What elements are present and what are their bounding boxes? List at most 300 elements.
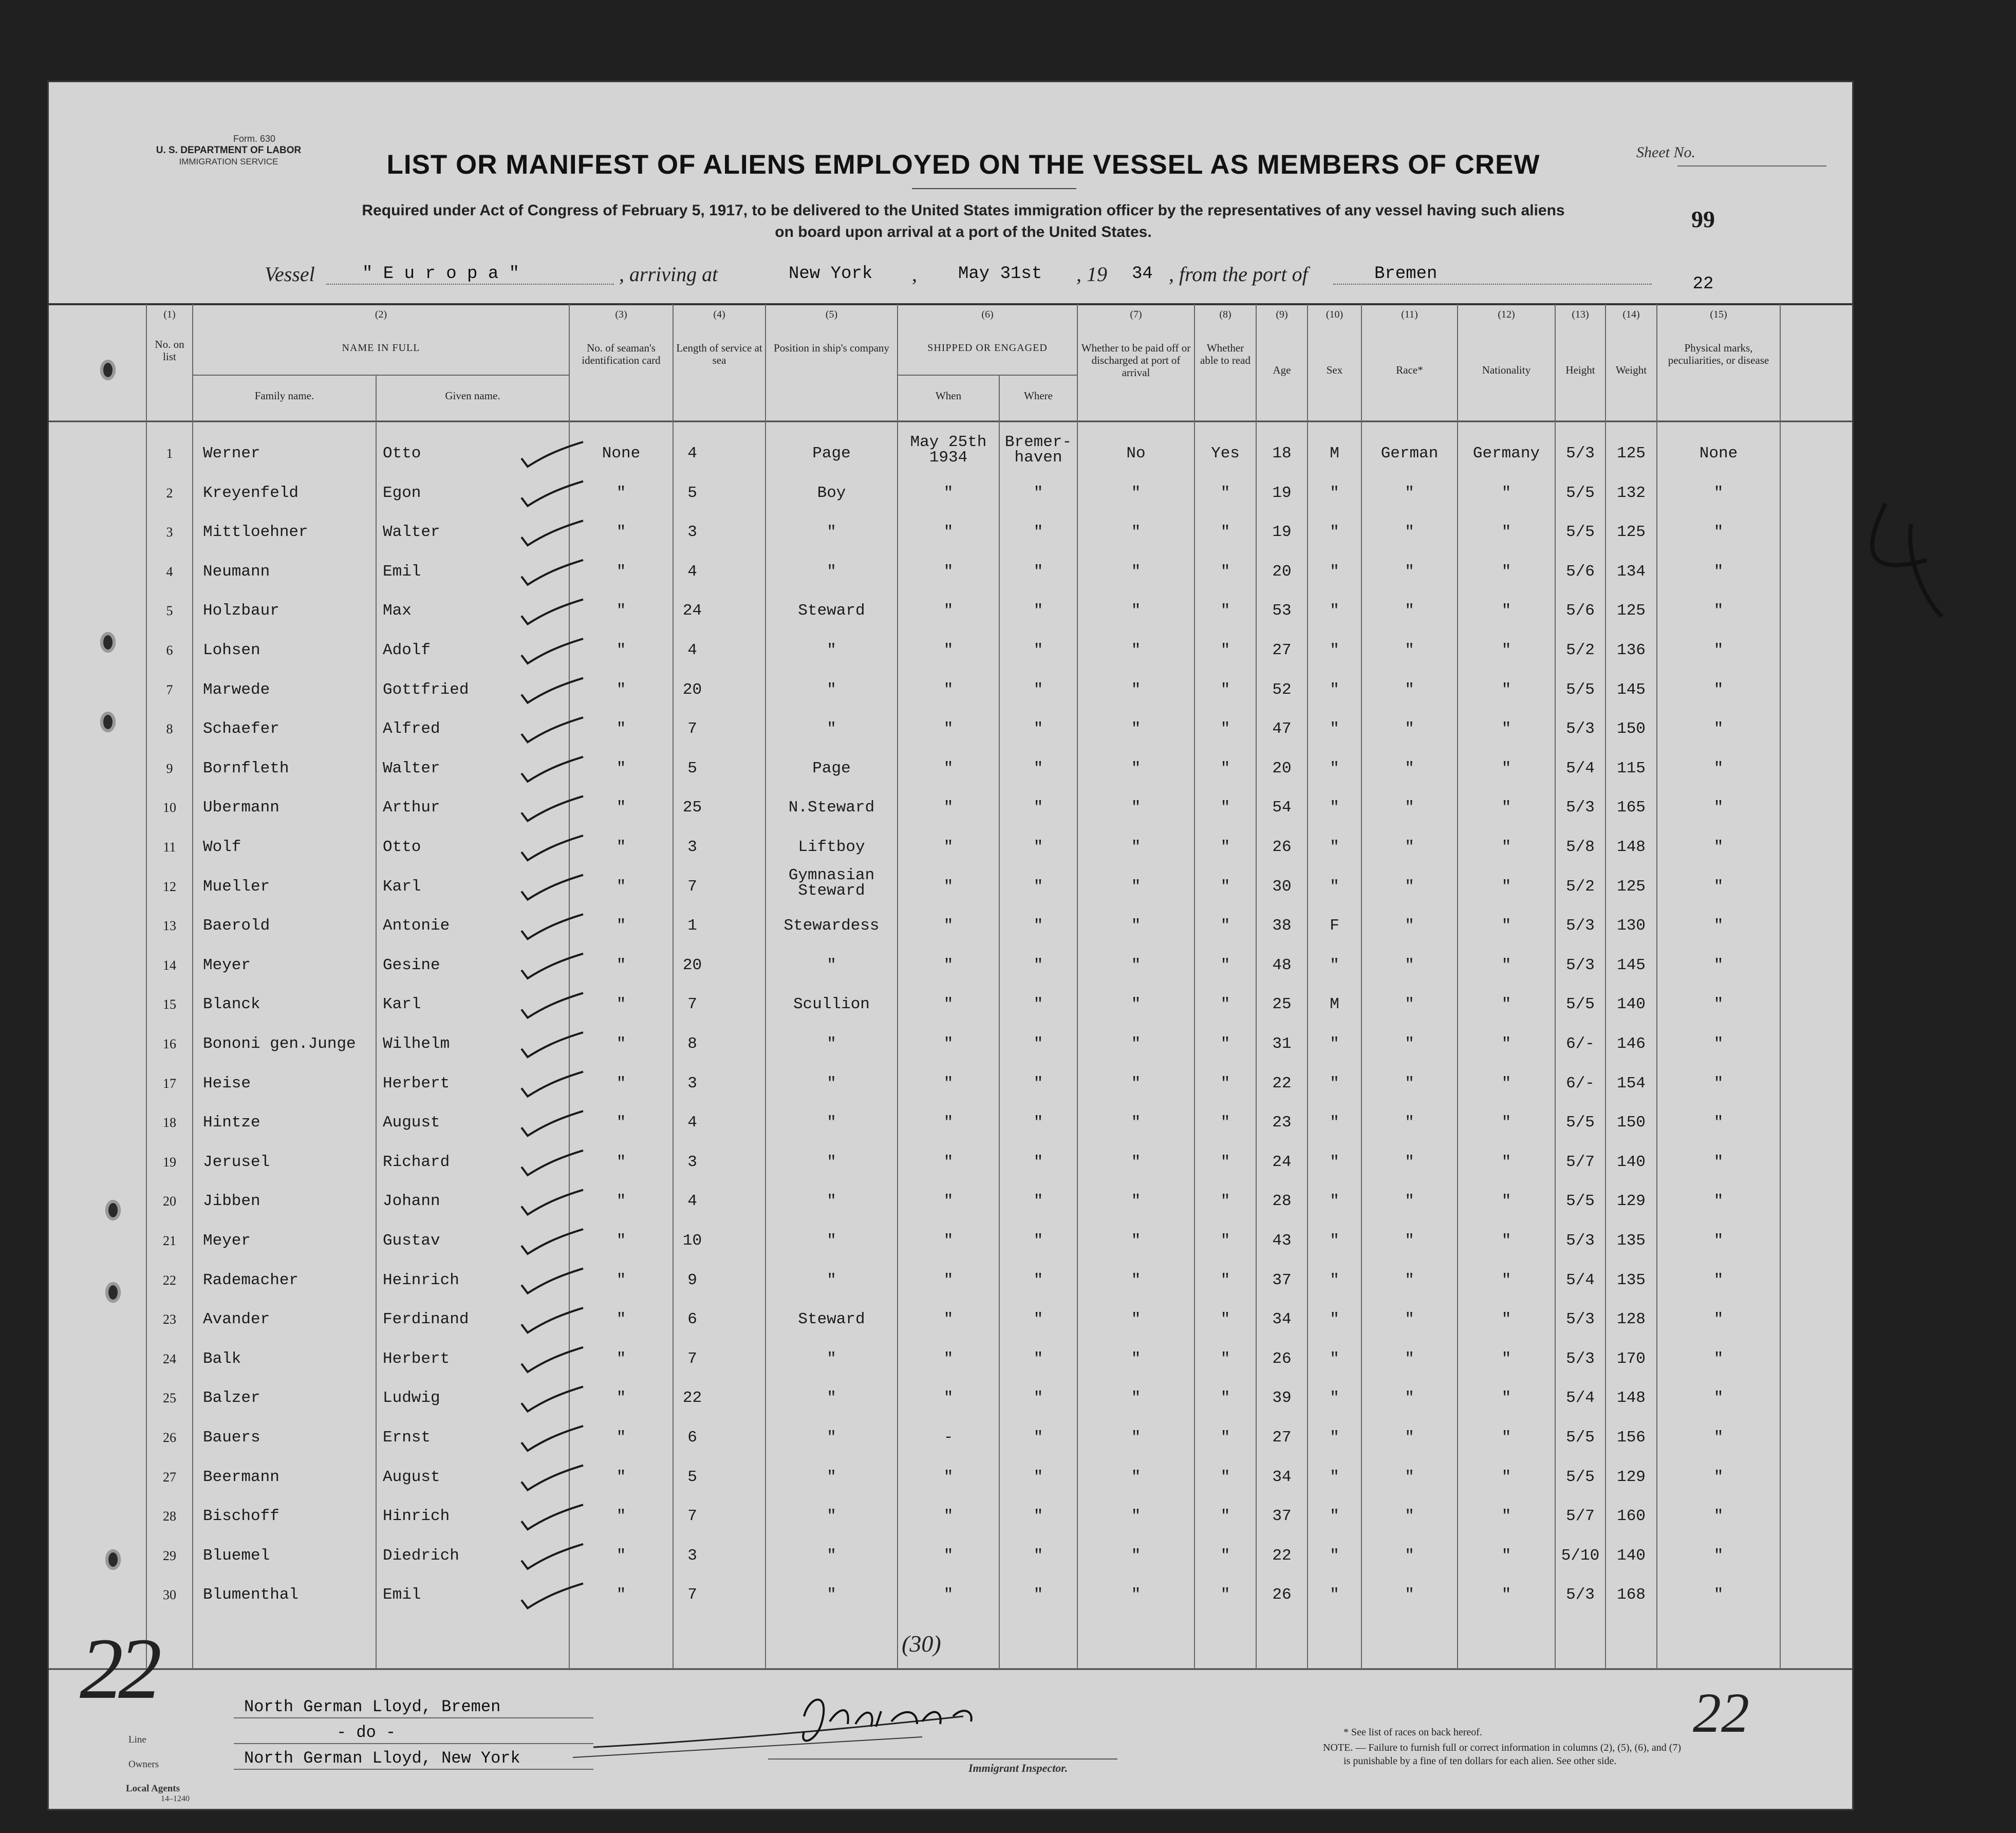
page-number: 22 (1692, 274, 1714, 294)
cell-card: " (616, 1153, 626, 1171)
cell-read: " (1220, 602, 1230, 620)
cell-position: " (827, 1429, 836, 1447)
cell-height: 5/5 (1566, 1114, 1595, 1132)
cell-when: " (943, 1192, 954, 1211)
cell-given: Ernst (383, 1429, 431, 1447)
cell-age: 28 (1272, 1192, 1292, 1211)
cell-family: Ubermann (203, 799, 279, 817)
cell-race: " (1405, 799, 1414, 817)
cell-race: " (1405, 602, 1414, 620)
cell-service: 4 (687, 445, 697, 462)
cell-paid: " (1131, 995, 1141, 1014)
cell-marks: " (1713, 956, 1724, 974)
cell-nationality: " (1501, 956, 1511, 974)
cell-age: 34 (1272, 1468, 1292, 1486)
cell-age: 20 (1272, 562, 1292, 581)
cell-sex: " (1330, 1429, 1339, 1447)
cell-service: 8 (687, 1035, 697, 1053)
cell-card: " (616, 1586, 626, 1604)
cell-weight: 129 (1617, 1192, 1646, 1211)
cell-sex: " (1330, 1153, 1339, 1171)
cell-where: " (1033, 877, 1043, 896)
cell-sex: " (1330, 1074, 1339, 1093)
cell-position: " (827, 720, 836, 738)
cell-paid: No (1126, 445, 1146, 462)
cell-position: N.Steward (788, 799, 875, 817)
column-number: (15) (1710, 309, 1727, 320)
cell-when: " (943, 1389, 954, 1408)
cell-read: " (1220, 562, 1230, 581)
cell-given: Johann (383, 1192, 440, 1211)
cell-height: 6/- (1566, 1035, 1595, 1053)
checkmark-icon (521, 482, 583, 506)
cell-given: Max (383, 602, 412, 620)
cell-card: " (616, 1232, 626, 1250)
cell-where: " (1033, 1271, 1043, 1289)
cell-where: " (1033, 799, 1043, 817)
cell-marks: " (1713, 1192, 1724, 1211)
cell-read: " (1220, 995, 1230, 1014)
column-header-label: Race* (1396, 364, 1423, 376)
cell-height: 5/5 (1566, 523, 1595, 542)
cell-service: 24 (682, 602, 702, 620)
cell-card: " (616, 602, 626, 620)
cell-age: 27 (1272, 1429, 1292, 1447)
cell-weight: 160 (1617, 1507, 1646, 1526)
cell-marks: " (1713, 720, 1724, 738)
cell-sex: " (1330, 1310, 1339, 1329)
column-header-label: Age (1273, 364, 1291, 376)
cell-when: " (943, 1035, 954, 1053)
cell-family: Marwede (203, 680, 270, 699)
cell-marks: " (1713, 995, 1724, 1014)
cell-when: " (943, 720, 954, 738)
cell-position: " (827, 1349, 836, 1368)
cell-race: " (1405, 1468, 1414, 1486)
cell-family: Jibben (203, 1192, 260, 1211)
cell-height: 5/10 (1561, 1546, 1600, 1565)
column-number: (4) (713, 309, 725, 320)
owners-underline (234, 1743, 593, 1744)
cell-where: " (1033, 1546, 1043, 1565)
column-header-label: Physical marks, peculiarities, or disease (1668, 342, 1769, 366)
cell-weight: 148 (1617, 838, 1646, 856)
cell-service: 3 (687, 1153, 697, 1171)
column-number: (8) (1219, 309, 1231, 320)
cell-paid: " (1131, 1349, 1141, 1368)
agents-underline (234, 1769, 593, 1770)
form-number: Form. 630 (233, 134, 276, 144)
cell-no: 24 (163, 1351, 176, 1366)
cell-nationality: " (1501, 602, 1511, 620)
cell-read: Yes (1211, 445, 1240, 462)
cell-height: 5/3 (1566, 445, 1595, 462)
cell-card: " (616, 1074, 626, 1093)
cell-marks: " (1713, 1153, 1724, 1171)
column-header-label: No. of seaman's identification card (582, 342, 661, 366)
column-header-label: No. on list (155, 338, 184, 363)
cell-nationality: " (1501, 1310, 1511, 1329)
cell-weight: 140 (1617, 995, 1646, 1014)
cell-age: 22 (1272, 1546, 1292, 1565)
cell-given: Otto (383, 838, 421, 856)
cell-where: " (1033, 602, 1043, 620)
cell-card: " (616, 1192, 626, 1211)
cell-race: " (1405, 1546, 1414, 1565)
cell-when: " (943, 641, 954, 659)
cell-paid: " (1131, 1271, 1141, 1289)
checkmark-icon (521, 954, 583, 978)
cell-marks: " (1713, 1271, 1724, 1289)
checkmark-icon (521, 1426, 583, 1451)
cell-paid: " (1131, 1546, 1141, 1565)
cell-weight: 130 (1617, 917, 1646, 935)
cell-card: " (616, 759, 626, 777)
cell-height: 5/5 (1566, 1192, 1595, 1211)
cell-weight: 125 (1617, 445, 1646, 462)
cell-where: " (1033, 838, 1043, 856)
cell-when: " (943, 1232, 954, 1250)
checkmark-icon (521, 836, 583, 860)
handwritten-page-left: 22 (80, 1620, 157, 1717)
cell-nationality: " (1501, 1114, 1511, 1132)
cell-race: " (1405, 1389, 1414, 1408)
cell-when: " (943, 602, 954, 620)
vessel-name: " E u r o p a " (362, 264, 520, 284)
cell-nationality: " (1501, 641, 1511, 659)
cell-where: " (1033, 1468, 1043, 1486)
cell-weight: 145 (1617, 680, 1646, 699)
cell-family: Rademacher (203, 1271, 299, 1289)
arriving-label: , arriving at (619, 263, 718, 286)
cell-where: " (1033, 1232, 1043, 1250)
column-header-label: Length of service at sea (676, 342, 762, 366)
cell-card: " (616, 1349, 626, 1368)
cell-paid: " (1131, 1507, 1141, 1526)
cell-height: 5/6 (1566, 562, 1595, 581)
cell-family: Mittloehner (203, 523, 308, 542)
cell-sex: " (1330, 956, 1339, 974)
cell-sex: " (1330, 838, 1339, 856)
cell-where: " (1033, 1074, 1043, 1093)
cell-paid: " (1131, 838, 1141, 856)
cell-service: 3 (687, 838, 697, 856)
cell-marks: " (1713, 1349, 1724, 1368)
cell-paid: " (1131, 799, 1141, 817)
line-label: Line (128, 1734, 146, 1745)
cell-weight: 115 (1617, 759, 1646, 777)
cell-nationality: " (1501, 877, 1511, 896)
cell-sex: F (1330, 917, 1339, 935)
service-label: IMMIGRATION SERVICE (179, 157, 278, 166)
cell-sex: " (1330, 1192, 1339, 1211)
cell-nationality: Germany (1472, 445, 1540, 462)
cell-race: " (1405, 1114, 1414, 1132)
cell-sex: " (1330, 523, 1339, 542)
cell-where: " (1033, 562, 1043, 581)
cell-age: 37 (1272, 1271, 1292, 1289)
cell-service: 9 (687, 1271, 697, 1289)
cell-paid: " (1131, 1192, 1141, 1211)
cell-given: Herbert (383, 1074, 450, 1093)
cell-no: 6 (166, 643, 173, 658)
cell-given: August (383, 1114, 440, 1132)
cell-where: " (1033, 523, 1043, 542)
cell-where: " (1033, 1389, 1043, 1408)
cell-card: " (616, 523, 626, 542)
cell-card: " (616, 995, 626, 1014)
cell-family: Neumann (203, 562, 270, 581)
cell-race: " (1405, 1429, 1414, 1447)
cell-nationality: " (1501, 523, 1511, 542)
cell-paid: " (1131, 1074, 1141, 1093)
column-number: (13) (1572, 309, 1589, 320)
cell-weight: 135 (1617, 1271, 1646, 1289)
cell-where: " (1033, 1114, 1043, 1132)
cell-age: 23 (1272, 1114, 1292, 1132)
cell-when: " (943, 523, 954, 542)
cell-position: " (827, 1468, 836, 1486)
checkmark-icon (521, 1111, 583, 1136)
checkmark-icon (521, 796, 583, 821)
cell-sex: " (1330, 759, 1339, 777)
cell-sex: " (1330, 484, 1339, 502)
cell-height: 5/3 (1566, 799, 1595, 817)
cell-when: " (943, 1153, 954, 1171)
column-number: (6) (981, 309, 994, 320)
cell-height: 5/3 (1566, 1586, 1595, 1604)
cell-card: " (616, 1310, 626, 1329)
checkmark-icon (521, 1466, 583, 1490)
agents-value: North German Lloyd, New York (244, 1749, 520, 1768)
cell-given: Diedrich (383, 1546, 459, 1565)
cell-paid: " (1131, 1429, 1141, 1447)
cell-paid: " (1131, 1114, 1141, 1132)
cell-race: " (1405, 1232, 1414, 1250)
cell-given: Hinrich (383, 1507, 450, 1526)
cell-given: Herbert (383, 1349, 450, 1368)
inspector-label: Immigrant Inspector. (968, 1762, 1068, 1774)
column-header-label: Whether able to read (1200, 342, 1250, 366)
cell-no: 1 (166, 446, 173, 461)
cell-height: 5/3 (1566, 1232, 1595, 1250)
cell-weight: 134 (1617, 562, 1646, 581)
checkmark-icon (521, 1386, 583, 1411)
cell-when: " (943, 1310, 954, 1329)
cell-race: " (1405, 1349, 1414, 1368)
cell-sex: " (1330, 720, 1339, 738)
departure-port: Bremen (1374, 264, 1438, 284)
cell-position: Boy (817, 484, 846, 502)
cell-read: " (1220, 484, 1230, 502)
cell-family: Kreyenfeld (203, 484, 299, 502)
cell-when: " (943, 484, 954, 502)
cell-age: 20 (1272, 759, 1292, 777)
cell-family: Mueller (203, 877, 270, 896)
cell-card: " (616, 1271, 626, 1289)
cell-given: Antonie (383, 917, 450, 935)
cell-race: " (1405, 1310, 1414, 1329)
cell-service: 10 (682, 1232, 702, 1250)
cell-marks: " (1713, 1389, 1724, 1408)
cell-no: 21 (163, 1233, 176, 1248)
cell-position: " (827, 1546, 836, 1565)
cell-read: " (1220, 641, 1230, 659)
cell-given: Otto (383, 445, 421, 462)
cell-where: " (1033, 1153, 1043, 1171)
cell-position: " (827, 1074, 836, 1093)
vessel-label: Vessel (265, 263, 315, 286)
cell-given: Karl (383, 995, 421, 1014)
inspector-signature (563, 1686, 1128, 1773)
column-header-label: NAME IN FULL (342, 342, 420, 354)
column-number: (1) (163, 309, 176, 320)
cell-weight: 148 (1617, 1389, 1646, 1408)
races-note: * See list of races on back hereof. (1343, 1727, 1482, 1738)
cell-where: " (1033, 720, 1043, 738)
cell-family: Balk (203, 1349, 241, 1368)
cell-race: " (1405, 956, 1414, 974)
cell-position: " (827, 1153, 836, 1171)
cell-read: " (1220, 1310, 1230, 1329)
subtitle-line-1: Required under Act of Congress of February 5, 1917, to be delivered to the United States immigration officer by the representatives of any vessel having such aliens (362, 202, 1565, 219)
cell-marks: " (1713, 1546, 1724, 1565)
cell-card: " (616, 1546, 626, 1565)
cell-service: 5 (687, 1468, 697, 1486)
checkmark-icon (521, 678, 583, 703)
cell-weight: 154 (1617, 1074, 1646, 1093)
cell-paid: " (1131, 523, 1141, 542)
cell-weight: 146 (1617, 1035, 1646, 1053)
cell-family: Bluemel (203, 1546, 270, 1565)
cell-given: Arthur (383, 799, 440, 817)
cell-when: " (943, 1586, 954, 1604)
cell-given: Heinrich (383, 1271, 459, 1289)
cell-card: " (616, 720, 626, 738)
cell-paid: " (1131, 877, 1141, 896)
cell-height: 5/3 (1566, 956, 1595, 974)
cell-given: Ludwig (383, 1389, 440, 1408)
cell-when: " (943, 759, 954, 777)
cell-age: 43 (1272, 1232, 1292, 1250)
cell-no: 5 (166, 603, 173, 619)
cell-when: " (943, 1074, 954, 1093)
cell-where: " (1033, 1035, 1043, 1053)
cell-card: " (616, 956, 626, 974)
cell-height: 5/8 (1566, 838, 1595, 856)
cell-sex: " (1330, 799, 1339, 817)
cell-position: " (827, 1507, 836, 1526)
cell-nationality: " (1501, 720, 1511, 738)
cell-family: Schaefer (203, 720, 279, 738)
cell-no: 4 (166, 564, 173, 579)
cell-sex: " (1330, 1349, 1339, 1368)
cell-family: Lohsen (203, 641, 260, 659)
manifest-sheet (49, 82, 1852, 1809)
cell-race: " (1405, 1507, 1414, 1526)
cell-paid: " (1131, 562, 1141, 581)
cell-read: " (1220, 1192, 1230, 1211)
cell-given: August (383, 1468, 440, 1486)
cell-read: " (1220, 1429, 1230, 1447)
cell-height: 5/6 (1566, 602, 1595, 620)
subheader-given: Given name. (445, 390, 500, 402)
checkmark-icon (521, 1347, 583, 1372)
checkmark-icon (521, 993, 583, 1017)
cell-service: 7 (687, 1507, 697, 1526)
cell-nationality: " (1501, 1192, 1511, 1211)
cell-family: Hintze (203, 1114, 260, 1132)
cell-read: " (1220, 1507, 1230, 1526)
cell-when: May 25th 1934 (910, 433, 987, 467)
form-code: 14–1240 (161, 1794, 190, 1803)
cell-height: 5/2 (1566, 877, 1595, 896)
cell-no: 12 (163, 879, 176, 894)
cell-paid: " (1131, 1310, 1141, 1329)
checkmarks-layer (49, 82, 1852, 1809)
cell-when: " (943, 562, 954, 581)
cell-sex: " (1330, 1507, 1339, 1526)
cell-nationality: " (1501, 1153, 1511, 1171)
cell-when: " (943, 838, 954, 856)
cell-read: " (1220, 1389, 1230, 1408)
cell-nationality: " (1501, 1429, 1511, 1447)
cell-race: " (1405, 877, 1414, 896)
cell-nationality: " (1501, 759, 1511, 777)
cell-paid: " (1131, 720, 1141, 738)
cell-where: " (1033, 995, 1043, 1014)
cell-when: " (943, 1468, 954, 1486)
column-header-label: Nationality (1482, 364, 1531, 376)
cell-height: 5/2 (1566, 641, 1595, 659)
cell-where: " (1033, 1429, 1043, 1447)
cell-no: 19 (163, 1154, 176, 1170)
cell-marks: " (1713, 917, 1724, 935)
cell-card: " (616, 917, 626, 935)
cell-race: " (1405, 720, 1414, 738)
cell-paid: " (1131, 759, 1141, 777)
agents-label: Local Agents (126, 1783, 180, 1794)
cell-given: Gustav (383, 1232, 440, 1250)
checkmark-icon (521, 757, 583, 782)
cell-read: " (1220, 956, 1230, 974)
cell-position: " (827, 1389, 836, 1408)
cell-weight: 150 (1617, 720, 1646, 738)
checkmark-icon (521, 1544, 583, 1569)
column-number: (10) (1326, 309, 1343, 320)
cell-read: " (1220, 680, 1230, 699)
page-title: LIST OR MANIFEST OF ALIENS EMPLOYED ON THE VESSEL AS MEMBERS OF CREW (386, 150, 1540, 180)
cell-service: 4 (687, 562, 697, 581)
cell-marks: " (1713, 877, 1724, 896)
cell-service: 5 (687, 484, 697, 502)
handwritten-page-right: 22 (1693, 1681, 1749, 1744)
cell-marks: " (1713, 523, 1724, 542)
cell-marks: " (1713, 1429, 1724, 1447)
cell-height: 5/5 (1566, 1429, 1595, 1447)
cell-read: " (1220, 1114, 1230, 1132)
cell-service: 3 (687, 1074, 697, 1093)
cell-sex: " (1330, 1389, 1339, 1408)
checkmark-icon (521, 875, 583, 900)
checkmark-icon (521, 560, 583, 585)
cell-paid: " (1131, 641, 1141, 659)
subheader-where: Where (1024, 390, 1053, 402)
port-label: , from the port of (1169, 263, 1308, 286)
cell-card: " (616, 1114, 626, 1132)
cell-family: Beermann (203, 1468, 279, 1486)
cell-race: " (1405, 759, 1414, 777)
